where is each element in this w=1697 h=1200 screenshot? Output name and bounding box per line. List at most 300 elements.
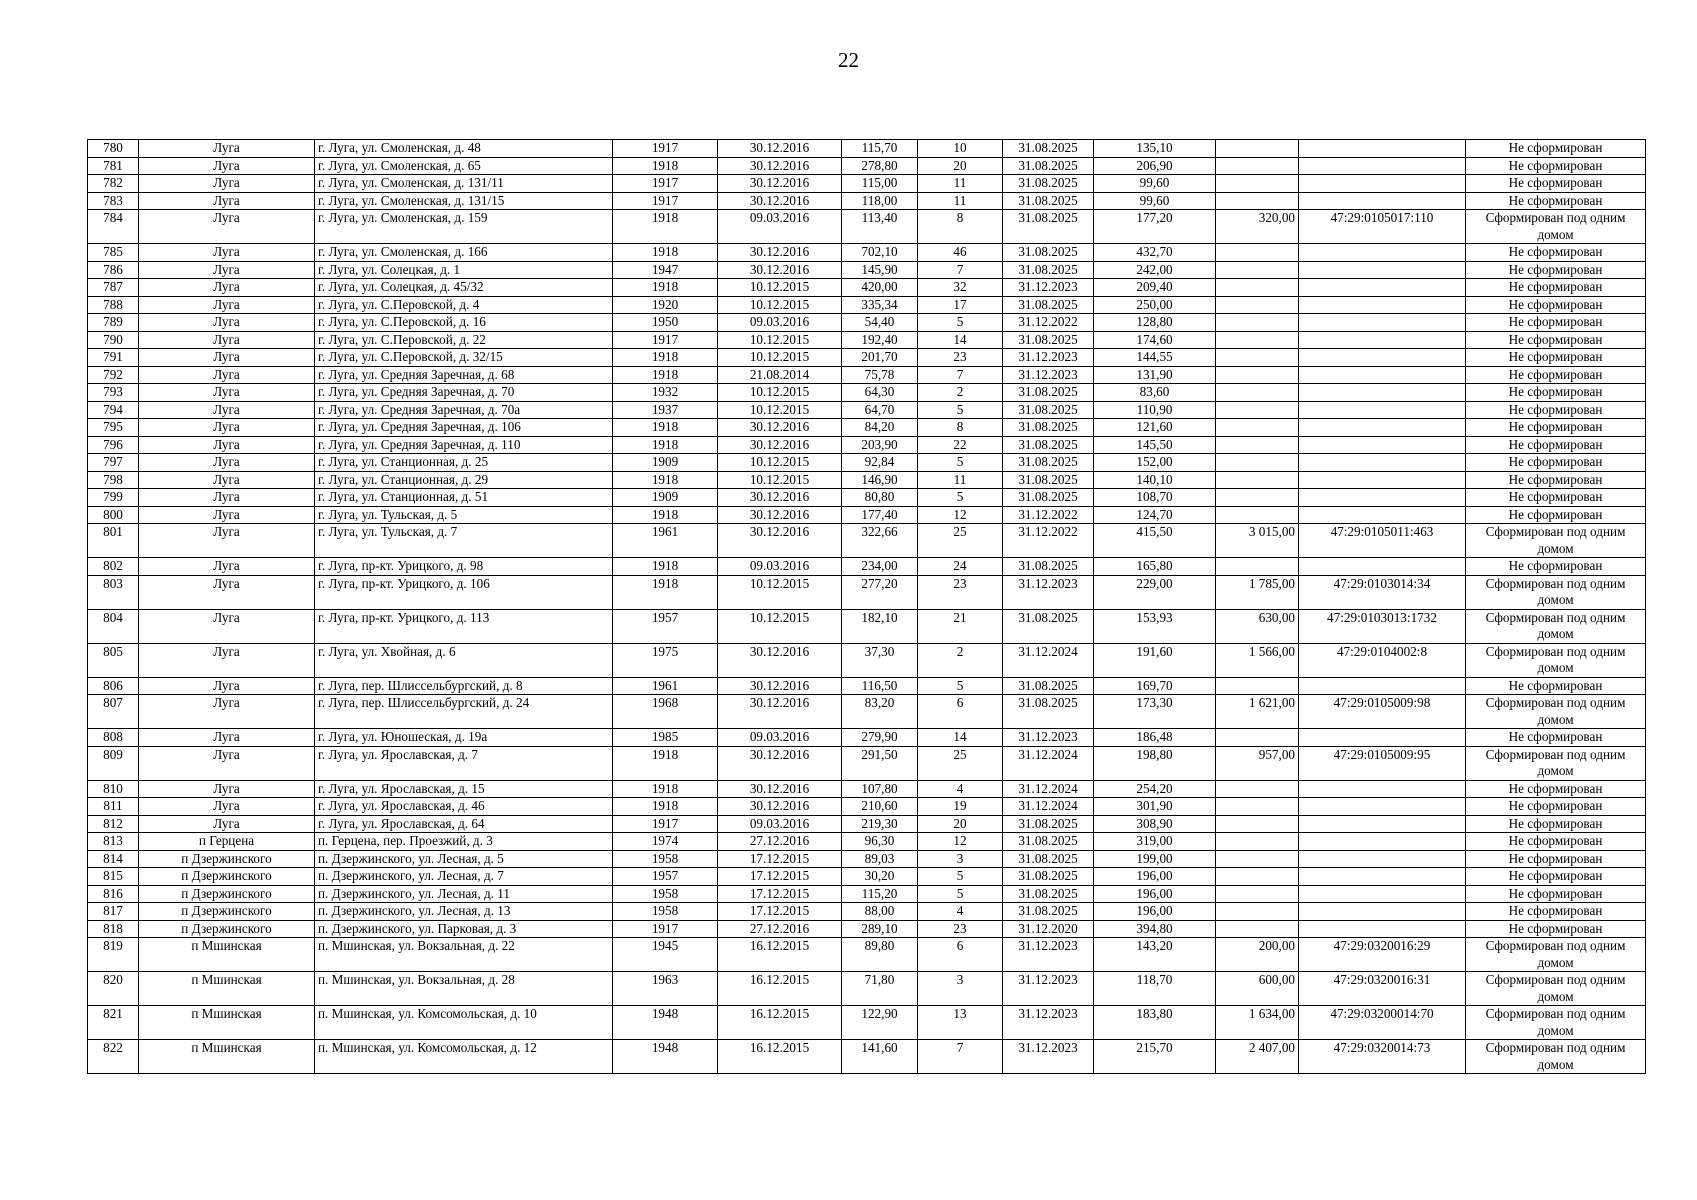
survey-date-cell: 09.03.2016 [718,815,842,833]
survey-date-cell: 30.12.2016 [718,419,842,437]
address-cell: п. Дзержинского, ул. Лесная, д. 5 [315,850,613,868]
total-area-cell: 54,40 [842,314,918,332]
area-per-plan-cell: 199,00 [1094,850,1216,868]
cadastral-number-cell [1299,192,1466,210]
plot-status-cell: Не сформирован [1466,244,1646,262]
plot-status-cell: Не сформирован [1466,401,1646,419]
plot-status-cell: Не сформирован [1466,780,1646,798]
plot-area-cell [1216,436,1299,454]
plot-area-cell [1216,558,1299,576]
settlement-cell: п Мшинская [139,1040,315,1074]
total-area-cell: 116,50 [842,677,918,695]
row-number-cell: 820 [88,972,139,1006]
total-area-cell: 219,30 [842,815,918,833]
row-number-cell: 814 [88,850,139,868]
survey-date-cell: 30.12.2016 [718,436,842,454]
deadline-date-cell: 31.08.2025 [1003,903,1094,921]
plot-area-cell [1216,729,1299,747]
row-number-cell: 781 [88,157,139,175]
row-number-cell: 816 [88,885,139,903]
residents-count-cell: 5 [918,314,1003,332]
settlement-cell: Луга [139,609,315,643]
cadastral-number-cell [1299,489,1466,507]
address-cell: г. Луга, ул. Тульская, д. 7 [315,524,613,558]
address-cell: г. Луга, ул. Станционная, д. 29 [315,471,613,489]
settlement-cell: Луга [139,815,315,833]
total-area-cell: 64,30 [842,384,918,402]
survey-date-cell: 10.12.2015 [718,279,842,297]
plot-status-cell: Не сформирован [1466,157,1646,175]
cadastral-number-cell [1299,920,1466,938]
table-row [88,314,1646,332]
plot-area-cell [1216,384,1299,402]
plot-area-cell [1216,366,1299,384]
survey-date-cell: 10.12.2015 [718,401,842,419]
cadastral-number-cell: 47:29:0105017:110 [1299,210,1466,244]
year-built-cell: 1945 [613,938,718,972]
area-per-plan-cell: 183,80 [1094,1006,1216,1040]
year-built-cell: 1975 [613,643,718,677]
address-cell: п. Мшинская, ул. Комсомольская, д. 10 [315,1006,613,1040]
deadline-date-cell: 31.08.2025 [1003,815,1094,833]
residents-count-cell: 5 [918,868,1003,886]
row-number-cell: 785 [88,244,139,262]
settlement-cell: Луга [139,575,315,609]
year-built-cell: 1957 [613,868,718,886]
plot-status-cell: Не сформирован [1466,558,1646,576]
total-area-cell: 88,00 [842,903,918,921]
table-row [88,746,1646,780]
residents-count-cell: 46 [918,244,1003,262]
plot-status-cell: Не сформирован [1466,729,1646,747]
page-number: 22 [838,48,859,72]
residents-count-cell: 5 [918,489,1003,507]
area-per-plan-cell: 432,70 [1094,244,1216,262]
table-row [88,677,1646,695]
total-area-cell: 177,40 [842,506,918,524]
address-cell: г. Луга, ул. Станционная, д. 51 [315,489,613,507]
plot-status-cell: Не сформирован [1466,489,1646,507]
table-row [88,1040,1646,1074]
settlement-cell: п Герцена [139,833,315,851]
address-cell: г. Луга, пер. Шлиссельбургский, д. 24 [315,695,613,729]
row-number-cell: 805 [88,643,139,677]
residents-count-cell: 24 [918,558,1003,576]
cadastral-number-cell [1299,175,1466,193]
table-row [88,798,1646,816]
year-built-cell: 1958 [613,903,718,921]
settlement-cell: п Дзержинского [139,903,315,921]
plot-area-cell [1216,798,1299,816]
plot-status-cell: Не сформирован [1466,850,1646,868]
survey-date-cell: 16.12.2015 [718,938,842,972]
total-area-cell: 141,60 [842,1040,918,1074]
plot-area-cell [1216,261,1299,279]
survey-date-cell: 17.12.2015 [718,850,842,868]
address-cell: г. Луга, ул. Хвойная, д. 6 [315,643,613,677]
residents-count-cell: 14 [918,729,1003,747]
residents-count-cell: 3 [918,850,1003,868]
cadastral-number-cell [1299,349,1466,367]
plot-area-cell: 600,00 [1216,972,1299,1006]
table-row [88,244,1646,262]
total-area-cell: 113,40 [842,210,918,244]
table-row [88,489,1646,507]
total-area-cell: 203,90 [842,436,918,454]
area-per-plan-cell: 242,00 [1094,261,1216,279]
row-number-cell: 821 [88,1006,139,1040]
area-per-plan-cell: 124,70 [1094,506,1216,524]
residents-count-cell: 23 [918,575,1003,609]
address-cell: п. Дзержинского, ул. Лесная, д. 7 [315,868,613,886]
table-row [88,157,1646,175]
residents-count-cell: 4 [918,780,1003,798]
plot-area-cell [1216,244,1299,262]
table-row [88,401,1646,419]
total-area-cell: 277,20 [842,575,918,609]
plot-status-cell: Не сформирован [1466,903,1646,921]
table-row [88,261,1646,279]
area-per-plan-cell: 250,00 [1094,296,1216,314]
survey-date-cell: 30.12.2016 [718,157,842,175]
cadastral-number-cell [1299,677,1466,695]
survey-date-cell: 10.12.2015 [718,331,842,349]
settlement-cell: п Мшинская [139,972,315,1006]
total-area-cell: 702,10 [842,244,918,262]
plot-area-cell [1216,885,1299,903]
total-area-cell: 291,50 [842,746,918,780]
plot-status-cell: Не сформирован [1466,436,1646,454]
survey-date-cell: 16.12.2015 [718,1006,842,1040]
survey-date-cell: 17.12.2015 [718,868,842,886]
cadastral-number-cell: 47:29:0320016:29 [1299,938,1466,972]
cadastral-number-cell [1299,384,1466,402]
area-per-plan-cell: 209,40 [1094,279,1216,297]
survey-date-cell: 30.12.2016 [718,489,842,507]
table-row [88,436,1646,454]
plot-status-cell: Не сформирован [1466,175,1646,193]
settlement-cell: Луга [139,695,315,729]
year-built-cell: 1918 [613,244,718,262]
row-number-cell: 784 [88,210,139,244]
residents-count-cell: 5 [918,677,1003,695]
residents-count-cell: 7 [918,261,1003,279]
settlement-cell: Луга [139,244,315,262]
deadline-date-cell: 31.08.2025 [1003,192,1094,210]
cadastral-number-cell [1299,885,1466,903]
area-per-plan-cell: 177,20 [1094,210,1216,244]
residents-count-cell: 4 [918,903,1003,921]
settlement-cell: Луга [139,506,315,524]
area-per-plan-cell: 174,60 [1094,331,1216,349]
row-number-cell: 807 [88,695,139,729]
total-area-cell: 146,90 [842,471,918,489]
row-number-cell: 815 [88,868,139,886]
year-built-cell: 1909 [613,454,718,472]
cadastral-number-cell [1299,798,1466,816]
table-row [88,140,1646,158]
row-number-cell: 789 [88,314,139,332]
plot-status-cell: Не сформирован [1466,868,1646,886]
address-cell: п. Дзержинского, ул. Лесная, д. 11 [315,885,613,903]
address-cell: п. Мшинская, ул. Комсомольская, д. 12 [315,1040,613,1074]
area-per-plan-cell: 121,60 [1094,419,1216,437]
residents-count-cell: 6 [918,938,1003,972]
total-area-cell: 64,70 [842,401,918,419]
row-number-cell: 796 [88,436,139,454]
year-built-cell: 1917 [613,140,718,158]
cadastral-number-cell: 47:29:0320014:73 [1299,1040,1466,1074]
row-number-cell: 793 [88,384,139,402]
cadastral-number-cell [1299,815,1466,833]
plot-status-cell: Сформирован под одним домом [1466,643,1646,677]
cadastral-number-cell [1299,436,1466,454]
plot-status-cell: Сформирован под одним домом [1466,695,1646,729]
area-per-plan-cell: 254,20 [1094,780,1216,798]
plot-status-cell: Сформирован под одним домом [1466,524,1646,558]
address-cell: г. Луга, ул. Ярославская, д. 15 [315,780,613,798]
total-area-cell: 96,30 [842,833,918,851]
settlement-cell: Луга [139,140,315,158]
residents-count-cell: 22 [918,436,1003,454]
residents-count-cell: 8 [918,210,1003,244]
plot-area-cell [1216,506,1299,524]
registry-body [88,140,1646,1074]
total-area-cell: 115,20 [842,885,918,903]
area-per-plan-cell: 319,00 [1094,833,1216,851]
settlement-cell: Луга [139,157,315,175]
table-row [88,279,1646,297]
year-built-cell: 1917 [613,920,718,938]
survey-date-cell: 10.12.2015 [718,575,842,609]
year-built-cell: 1947 [613,261,718,279]
deadline-date-cell: 31.12.2022 [1003,524,1094,558]
deadline-date-cell: 31.08.2025 [1003,558,1094,576]
year-built-cell: 1918 [613,471,718,489]
total-area-cell: 420,00 [842,279,918,297]
row-number-cell: 783 [88,192,139,210]
row-number-cell: 795 [88,419,139,437]
plot-status-cell: Не сформирован [1466,349,1646,367]
cadastral-number-cell: 47:29:03200014:70 [1299,1006,1466,1040]
total-area-cell: 83,20 [842,695,918,729]
plot-area-cell [1216,314,1299,332]
table-row [88,729,1646,747]
residents-count-cell: 25 [918,524,1003,558]
deadline-date-cell: 31.08.2025 [1003,296,1094,314]
address-cell: г. Луга, пр-кт. Урицкого, д. 106 [315,575,613,609]
deadline-date-cell: 31.12.2024 [1003,798,1094,816]
row-number-cell: 817 [88,903,139,921]
cadastral-number-cell: 47:29:0105011:463 [1299,524,1466,558]
plot-status-cell: Не сформирован [1466,815,1646,833]
table-row [88,815,1646,833]
total-area-cell: 145,90 [842,261,918,279]
plot-area-cell: 1 634,00 [1216,1006,1299,1040]
plot-area-cell: 200,00 [1216,938,1299,972]
settlement-cell: Луга [139,419,315,437]
address-cell: г. Луга, ул. Средняя Заречная, д. 110 [315,436,613,454]
survey-date-cell: 30.12.2016 [718,643,842,677]
settlement-cell: п Дзержинского [139,850,315,868]
year-built-cell: 1917 [613,815,718,833]
cadastral-number-cell [1299,471,1466,489]
plot-area-cell [1216,419,1299,437]
total-area-cell: 210,60 [842,798,918,816]
row-number-cell: 819 [88,938,139,972]
table-row [88,558,1646,576]
row-number-cell: 782 [88,175,139,193]
settlement-cell: Луга [139,279,315,297]
settlement-cell: Луга [139,489,315,507]
address-cell: г. Луга, пр-кт. Урицкого, д. 113 [315,609,613,643]
survey-date-cell: 30.12.2016 [718,746,842,780]
address-cell: п. Герцена, пер. Проезжий, д. 3 [315,833,613,851]
plot-area-cell [1216,296,1299,314]
address-cell: г. Луга, ул. Ярославская, д. 64 [315,815,613,833]
row-number-cell: 798 [88,471,139,489]
plot-area-cell [1216,868,1299,886]
plot-area-cell [1216,157,1299,175]
plot-area-cell [1216,349,1299,367]
plot-area-cell [1216,489,1299,507]
table-row [88,850,1646,868]
plot-status-cell: Не сформирован [1466,798,1646,816]
residents-count-cell: 20 [918,815,1003,833]
residents-count-cell: 21 [918,609,1003,643]
table-row [88,454,1646,472]
plot-area-cell [1216,833,1299,851]
cadastral-number-cell [1299,157,1466,175]
deadline-date-cell: 31.12.2020 [1003,920,1094,938]
year-built-cell: 1948 [613,1006,718,1040]
row-number-cell: 812 [88,815,139,833]
table-row [88,506,1646,524]
address-cell: г. Луга, пр-кт. Урицкого, д. 98 [315,558,613,576]
deadline-date-cell: 31.08.2025 [1003,140,1094,158]
address-cell: г. Луга, ул. Ярославская, д. 46 [315,798,613,816]
plot-status-cell: Не сформирован [1466,885,1646,903]
area-per-plan-cell: 131,90 [1094,366,1216,384]
deadline-date-cell: 31.12.2023 [1003,972,1094,1006]
plot-area-cell [1216,677,1299,695]
address-cell: г. Луга, ул. Смоленская, д. 166 [315,244,613,262]
total-area-cell: 107,80 [842,780,918,798]
row-number-cell: 813 [88,833,139,851]
deadline-date-cell: 31.08.2025 [1003,244,1094,262]
area-per-plan-cell: 140,10 [1094,471,1216,489]
plot-status-cell: Не сформирован [1466,471,1646,489]
table-row [88,575,1646,609]
deadline-date-cell: 31.08.2025 [1003,454,1094,472]
plot-area-cell: 957,00 [1216,746,1299,780]
row-number-cell: 790 [88,331,139,349]
plot-area-cell [1216,279,1299,297]
deadline-date-cell: 31.08.2025 [1003,436,1094,454]
table-row [88,349,1646,367]
row-number-cell: 794 [88,401,139,419]
residents-count-cell: 3 [918,972,1003,1006]
address-cell: г. Луга, ул. С.Перовской, д. 4 [315,296,613,314]
area-per-plan-cell: 152,00 [1094,454,1216,472]
table-row [88,972,1646,1006]
survey-date-cell: 30.12.2016 [718,677,842,695]
total-area-cell: 115,00 [842,175,918,193]
year-built-cell: 1961 [613,524,718,558]
area-per-plan-cell: 215,70 [1094,1040,1216,1074]
year-built-cell: 1918 [613,798,718,816]
table-row [88,419,1646,437]
cadastral-number-cell [1299,454,1466,472]
address-cell: г. Луга, ул. С.Перовской, д. 22 [315,331,613,349]
settlement-cell: Луга [139,454,315,472]
plot-area-cell [1216,920,1299,938]
area-per-plan-cell: 145,50 [1094,436,1216,454]
settlement-cell: Луга [139,314,315,332]
plot-status-cell: Не сформирован [1466,261,1646,279]
plot-area-cell: 1 621,00 [1216,695,1299,729]
settlement-cell: Луга [139,331,315,349]
survey-date-cell: 10.12.2015 [718,471,842,489]
survey-date-cell: 30.12.2016 [718,780,842,798]
plot-status-cell: Не сформирован [1466,279,1646,297]
total-area-cell: 89,03 [842,850,918,868]
survey-date-cell: 30.12.2016 [718,798,842,816]
total-area-cell: 75,78 [842,366,918,384]
cadastral-number-cell: 47:29:0320016:31 [1299,972,1466,1006]
cadastral-number-cell [1299,366,1466,384]
residents-count-cell: 11 [918,471,1003,489]
cadastral-number-cell [1299,833,1466,851]
plot-area-cell [1216,401,1299,419]
year-built-cell: 1918 [613,157,718,175]
residents-count-cell: 23 [918,920,1003,938]
area-per-plan-cell: 128,80 [1094,314,1216,332]
cadastral-number-cell: 47:29:0104002:8 [1299,643,1466,677]
cadastral-number-cell [1299,140,1466,158]
cadastral-number-cell [1299,401,1466,419]
settlement-cell: п Дзержинского [139,868,315,886]
table-row [88,175,1646,193]
deadline-date-cell: 31.08.2025 [1003,331,1094,349]
total-area-cell: 80,80 [842,489,918,507]
address-cell: г. Луга, ул. Смоленская, д. 131/15 [315,192,613,210]
total-area-cell: 201,70 [842,349,918,367]
row-number-cell: 786 [88,261,139,279]
plot-area-cell [1216,454,1299,472]
cadastral-number-cell: 47:29:0103013:1732 [1299,609,1466,643]
row-number-cell: 802 [88,558,139,576]
area-per-plan-cell: 186,48 [1094,729,1216,747]
deadline-date-cell: 31.08.2025 [1003,850,1094,868]
year-built-cell: 1974 [613,833,718,851]
survey-date-cell: 30.12.2016 [718,244,842,262]
year-built-cell: 1957 [613,609,718,643]
settlement-cell: Луга [139,643,315,677]
residents-count-cell: 32 [918,279,1003,297]
total-area-cell: 122,90 [842,1006,918,1040]
total-area-cell: 92,84 [842,454,918,472]
total-area-cell: 322,66 [842,524,918,558]
survey-date-cell: 09.03.2016 [718,314,842,332]
area-per-plan-cell: 99,60 [1094,192,1216,210]
plot-area-cell [1216,140,1299,158]
survey-date-cell: 30.12.2016 [718,261,842,279]
year-built-cell: 1918 [613,366,718,384]
address-cell: г. Луга, ул. С.Перовской, д. 16 [315,314,613,332]
area-per-plan-cell: 173,30 [1094,695,1216,729]
table-row [88,524,1646,558]
